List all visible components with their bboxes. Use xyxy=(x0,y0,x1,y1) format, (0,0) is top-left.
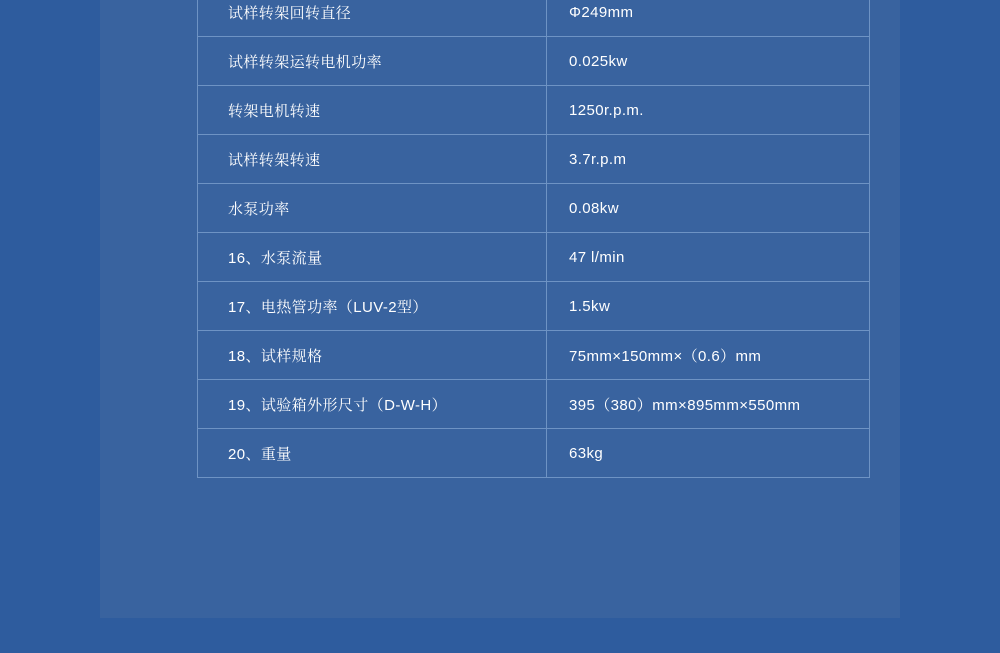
spec-name: 试样转架运转电机功率 xyxy=(198,37,547,86)
bottom-strip xyxy=(0,618,1000,653)
table-row xyxy=(198,184,870,233)
spec-value: 395（380）mm×895mm×550mm xyxy=(547,380,870,429)
table-row xyxy=(198,86,870,135)
spec-name: 18、试样规格 xyxy=(198,331,547,380)
spec-value: 3.7r.p.m xyxy=(547,135,870,184)
spec-name: 转架电机转速 xyxy=(198,86,547,135)
spec-value: 75mm×150mm×（0.6）mm xyxy=(547,331,870,380)
table-row xyxy=(198,37,870,86)
table-body xyxy=(198,0,870,478)
spec-name: 17、电热管功率（LUV-2型） xyxy=(198,282,547,331)
specification-table xyxy=(197,0,870,478)
spec-name: 水泵功率 xyxy=(198,184,547,233)
table-row xyxy=(198,331,870,380)
table-row xyxy=(198,282,870,331)
table-row xyxy=(198,380,870,429)
spec-name: 16、水泵流量 xyxy=(198,233,547,282)
spec-name: 20、重量 xyxy=(198,429,547,478)
table-row xyxy=(198,429,870,478)
spec-name: 19、试验箱外形尺寸（D-W-H） xyxy=(198,380,547,429)
spec-value: 0.08kw xyxy=(547,184,870,233)
spec-name: 试样转架回转直径 xyxy=(198,0,547,37)
spec-value: 47 l/min xyxy=(547,233,870,282)
spec-value: 0.025kw xyxy=(547,37,870,86)
content-panel xyxy=(100,0,900,618)
table-row xyxy=(198,0,870,37)
spec-value: 63kg xyxy=(547,429,870,478)
spec-value: 1250r.p.m. xyxy=(547,86,870,135)
spec-value: 1.5kw xyxy=(547,282,870,331)
table-row xyxy=(198,233,870,282)
table-row xyxy=(198,135,870,184)
spec-value: Φ249mm xyxy=(547,0,870,37)
spec-name: 试样转架转速 xyxy=(198,135,547,184)
